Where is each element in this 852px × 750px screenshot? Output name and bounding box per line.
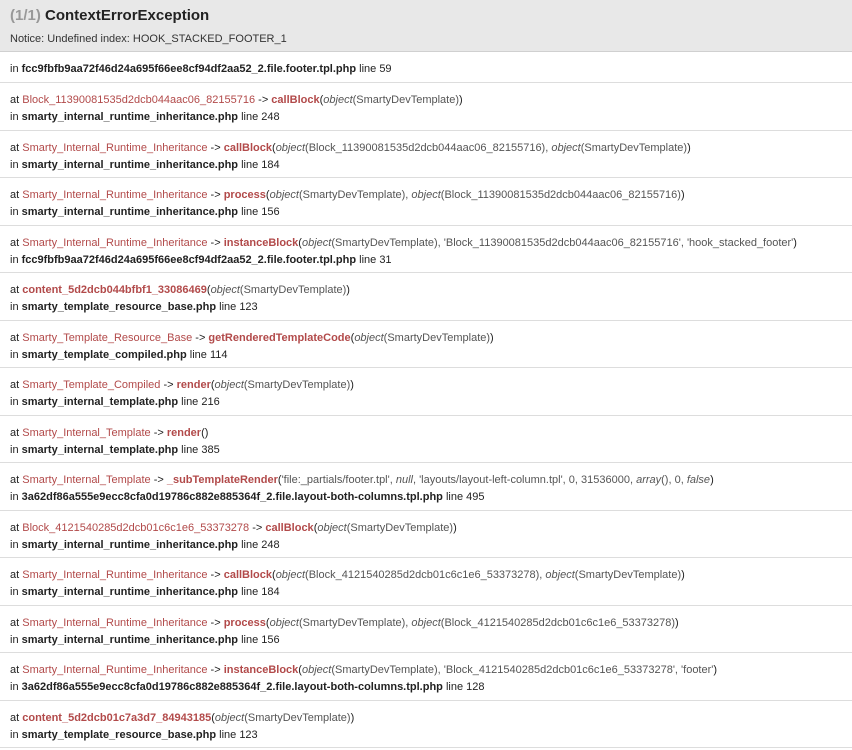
close-paren: ) [204, 426, 209, 439]
trace-line-number: 114 [209, 348, 228, 361]
at-label: at [10, 284, 23, 296]
trace-frame [0, 463, 852, 511]
trace-file: smarty_internal_runtime_inheritance.php [21, 633, 239, 646]
trace-line-number: 123 [239, 301, 258, 313]
trace-function: _subTemplateRender [166, 474, 278, 486]
trace-class: Smarty_Internal_Runtime_Inheritance [22, 141, 208, 154]
line-label: line [238, 158, 262, 171]
in-label: in [10, 681, 22, 693]
trace-line-number: 184 [261, 158, 280, 171]
trace-frame [0, 83, 852, 131]
argument-keyword: object [275, 141, 306, 154]
line-label: line [216, 301, 240, 313]
trace-class: Smarty_Internal_Runtime_Inheritance [22, 236, 208, 249]
trace-location [10, 632, 842, 649]
in-label: in [10, 633, 22, 646]
argument-keyword: false [686, 474, 711, 486]
trace-arguments [211, 284, 347, 296]
argument-value: (Block_11390081535d2dcb044aac06_82155716), [305, 141, 552, 154]
at-label: at [10, 711, 23, 724]
close-paren: ) [346, 284, 350, 296]
argument-keyword: object [317, 521, 347, 534]
trace-class: Smarty_Template_Compiled [22, 379, 161, 391]
trace-call [10, 140, 842, 157]
trace-arrow: -> [249, 521, 266, 534]
trace-line-number: 156 [261, 633, 280, 646]
trace-file: 3a62df86a555e9ecc8cfa0d19786c882e885364f_2.file.layout-both-columns.tpl.php [21, 491, 443, 503]
line-label: line [359, 63, 377, 75]
trace-arrow: -> [207, 236, 224, 249]
trace-function: process [223, 616, 266, 629]
trace-file: smarty_internal_runtime_inheritance.php [21, 206, 239, 218]
trace-file: smarty_internal_template.php [21, 396, 179, 408]
in-label: in [10, 538, 22, 551]
line-label: line [178, 396, 202, 408]
line-label: line [442, 491, 467, 503]
trace-call [10, 235, 842, 252]
open-paren: ( [210, 379, 215, 391]
trace-arrow: -> [207, 141, 224, 154]
at-label: at [10, 236, 23, 249]
at-label: at [10, 94, 23, 106]
trace-file: smarty_internal_runtime_inheritance.php [21, 538, 239, 551]
argument-keyword: array [636, 474, 662, 486]
argument-value: (SmartyDevTemplate), 'Block_11390081535d2dcb044aac06_82155716', 'hook_stacked_footer' [331, 236, 794, 249]
trace-call [10, 472, 842, 489]
trace-location [10, 347, 842, 364]
argument-keyword: object [354, 331, 384, 344]
trace-call [10, 377, 842, 394]
close-paren: ) [687, 141, 691, 154]
trace-frame [0, 558, 852, 606]
trace-location [10, 584, 842, 601]
close-paren: ) [350, 711, 355, 724]
in-label: in [10, 491, 22, 503]
trace-line-number: 495 [466, 491, 485, 503]
trace-arguments [276, 569, 681, 581]
at-label: at [10, 189, 23, 201]
trace-call [10, 710, 842, 727]
trace-arrow: -> [160, 379, 177, 391]
trace-arguments [276, 142, 687, 154]
trace-frame [0, 416, 852, 464]
argument-value: (SmartyDevTemplate) [383, 331, 491, 344]
trace-function: instanceBlock [223, 664, 299, 676]
argument-keyword: object [301, 236, 332, 249]
close-paren: ) [793, 236, 797, 249]
argument-value: (SmartyDevTemplate), 'Block_4121540285d2dcb01c6c1e6_53373278', 'footer' [331, 664, 714, 676]
argument-keyword: object [269, 616, 299, 629]
argument-keyword: object [210, 284, 240, 296]
at-label: at [10, 521, 23, 534]
line-label: line [216, 728, 240, 741]
argument-value: (SmartyDevTemplate) [239, 284, 347, 296]
line-label: line [186, 348, 210, 361]
open-paren: ( [277, 474, 282, 486]
trace-arguments [270, 617, 675, 629]
trace-frame [0, 511, 852, 559]
stack-trace [0, 52, 852, 748]
trace-class: Smarty_Internal_Runtime_Inheritance [22, 569, 208, 581]
argument-value: (SmartyDevTemplate), [298, 189, 412, 201]
in-label: in [10, 206, 22, 218]
close-paren: ) [675, 616, 679, 629]
in-label: in [10, 586, 22, 598]
open-paren: ( [319, 94, 324, 106]
trace-origin-location [10, 61, 842, 78]
trace-line-number: 156 [261, 206, 280, 218]
trace-arguments [302, 237, 793, 249]
trace-line-number: 123 [239, 728, 258, 741]
argument-keyword: object [545, 569, 575, 581]
trace-location [10, 252, 842, 269]
trace-call [10, 615, 842, 632]
argument-value: (SmartyDevTemplate), [298, 616, 412, 629]
argument-value: (Block_4121540285d2dcb01c6c1e6_53373278), [305, 569, 546, 581]
trace-arguments [215, 379, 351, 391]
trace-line-number: 385 [201, 443, 220, 456]
at-label: at [10, 664, 23, 676]
trace-function: render [176, 379, 211, 391]
in-label: in [10, 253, 22, 266]
open-paren: ( [201, 426, 205, 439]
argument-value: 'file:_partials/footer.tpl', [281, 474, 396, 486]
trace-line-number: 184 [261, 586, 280, 598]
trace-function: callBlock [223, 569, 273, 581]
argument-value: (SmartyDevTemplate) [580, 141, 688, 154]
trace-function: render [166, 426, 202, 439]
at-label: at [10, 141, 23, 154]
at-label: at [10, 426, 23, 439]
trace-call [10, 425, 842, 442]
trace-arguments [282, 474, 710, 486]
in-label: in [10, 348, 22, 361]
in-label: in [10, 443, 22, 456]
trace-arrow: -> [207, 189, 224, 201]
trace-file: smarty_template_resource_base.php [21, 301, 217, 313]
argument-keyword: object [269, 189, 299, 201]
trace-location [10, 394, 842, 411]
trace-call [10, 330, 842, 347]
trace-function: instanceBlock [223, 236, 299, 249]
trace-file: smarty_internal_runtime_inheritance.php [21, 158, 239, 171]
argument-value: (SmartyDevTemplate) [574, 569, 682, 581]
trace-class: Smarty_Internal_Runtime_Inheritance [22, 616, 208, 629]
trace-arguments [354, 332, 490, 344]
trace-line-number: 59 [379, 63, 392, 75]
close-paren: ) [680, 189, 685, 201]
trace-origin [0, 52, 852, 83]
at-label: at [10, 569, 23, 581]
argument-keyword: object [551, 141, 581, 154]
argument-keyword: object [411, 616, 441, 629]
argument-value: (), 0, [661, 474, 687, 486]
trace-line-number: 128 [466, 681, 485, 693]
trace-function: content_5d2dcb044bfbf1_33086469 [22, 284, 207, 296]
trace-arrow: -> [207, 664, 224, 676]
exception-message: Notice: Undefined index: HOOK_STACKED_FOOTER_1 [10, 33, 287, 45]
close-paren: ) [710, 474, 714, 486]
line-label: line [442, 681, 467, 693]
at-label: at [10, 616, 23, 629]
trace-arguments [215, 712, 351, 724]
in-label: in [10, 111, 22, 123]
line-label: line [238, 206, 262, 218]
in-label: in [10, 396, 22, 408]
trace-location [10, 157, 842, 174]
close-paren: ) [453, 521, 457, 534]
trace-location [10, 679, 842, 696]
trace-file: fcc9fbfb9aa72f46d24a695f66ee8cf94df2aa52_2.file.footer.tpl.php [21, 63, 357, 75]
open-paren: ( [350, 331, 355, 344]
line-label: line [178, 443, 202, 456]
trace-file: fcc9fbfb9aa72f46d24a695f66ee8cf94df2aa52_2.file.footer.tpl.php [21, 253, 357, 266]
trace-frame [0, 273, 852, 321]
trace-line-number: 248 [261, 111, 280, 123]
trace-file: smarty_internal_runtime_inheritance.php [21, 586, 239, 598]
trace-frame [0, 653, 852, 701]
argument-keyword: null [395, 474, 413, 486]
open-paren: ( [211, 711, 215, 724]
trace-call [10, 187, 842, 204]
open-paren: ( [265, 616, 270, 629]
trace-line-number: 216 [201, 396, 220, 408]
argument-value: (Block_4121540285d2dcb01c6c1e6_53373278) [440, 616, 676, 629]
trace-location [10, 727, 842, 744]
line-label: line [238, 633, 262, 646]
line-label: line [238, 586, 262, 598]
trace-frame [0, 606, 852, 654]
trace-arrow: -> [207, 616, 224, 629]
trace-class: Block_4121540285d2dcb01c6c1e6_53373278 [22, 521, 250, 534]
trace-frame [0, 368, 852, 416]
at-label: at [10, 379, 23, 391]
close-paren: ) [681, 569, 685, 581]
trace-file: smarty_template_compiled.php [21, 348, 187, 361]
trace-class: Smarty_Internal_Runtime_Inheritance [22, 189, 208, 201]
at-label: at [10, 331, 23, 344]
close-paren: ) [490, 331, 494, 344]
trace-call [10, 92, 842, 109]
trace-line-number: 248 [261, 538, 280, 551]
trace-frame [0, 321, 852, 369]
trace-class: Smarty_Internal_Template [22, 474, 151, 486]
open-paren: ( [298, 236, 302, 249]
argument-keyword: object [301, 664, 332, 676]
trace-class: Block_11390081535d2dcb044aac06_82155716 [22, 94, 256, 106]
trace-call [10, 567, 842, 584]
trace-frame [0, 178, 852, 226]
trace-frame [0, 701, 852, 749]
trace-frame [0, 226, 852, 274]
open-paren: ( [313, 521, 318, 534]
trace-function: process [223, 189, 266, 201]
trace-arguments [302, 664, 713, 676]
trace-class: Smarty_Internal_Template [22, 426, 151, 439]
trace-location [10, 204, 842, 221]
close-paren: ) [459, 94, 463, 106]
exception-header [0, 0, 852, 52]
open-paren: ( [272, 141, 276, 154]
in-label: in [10, 158, 22, 171]
trace-function: callBlock [265, 521, 314, 534]
argument-keyword: object [323, 94, 353, 106]
trace-call [10, 282, 842, 299]
line-label: line [356, 253, 380, 266]
trace-arguments [270, 189, 681, 201]
trace-class: Smarty_Internal_Runtime_Inheritance [22, 664, 208, 676]
trace-location [10, 109, 842, 126]
trace-location [10, 299, 842, 316]
argument-keyword: object [214, 711, 245, 724]
trace-function: content_5d2dcb01c7a3d7_84943185 [22, 711, 212, 724]
open-paren: ( [265, 189, 270, 201]
argument-keyword: object [275, 569, 306, 581]
trace-arguments [323, 94, 459, 106]
trace-location [10, 442, 842, 459]
trace-arrow: -> [255, 94, 272, 106]
at-label: at [10, 474, 23, 486]
in-label: in [10, 728, 22, 741]
trace-function: getRenderedTemplateCode [208, 331, 351, 344]
trace-frame [0, 131, 852, 179]
trace-function: callBlock [271, 94, 320, 106]
exception-class: ContextErrorException [45, 7, 210, 24]
trace-arrow: -> [150, 426, 167, 439]
trace-arrow: -> [207, 569, 224, 581]
trace-line-number: 31 [379, 253, 392, 266]
open-paren: ( [206, 284, 211, 296]
argument-value: (Block_11390081535d2dcb044aac06_82155716) [440, 189, 681, 201]
in-label: in [10, 63, 19, 75]
close-paren: ) [713, 664, 718, 676]
argument-value: (SmartyDevTemplate) [346, 521, 454, 534]
trace-function: callBlock [223, 141, 273, 154]
trace-class: Smarty_Template_Resource_Base [22, 331, 193, 344]
trace-file: smarty_internal_runtime_inheritance.php [21, 111, 239, 123]
exception-counter: (1/1) [10, 7, 41, 24]
exception-title [10, 5, 842, 26]
line-label: line [238, 538, 262, 551]
trace-arrow: -> [150, 474, 167, 486]
open-paren: ( [298, 664, 302, 676]
trace-location [10, 537, 842, 554]
argument-keyword: object [411, 189, 441, 201]
trace-call [10, 520, 842, 537]
trace-location [10, 489, 842, 506]
trace-file: 3a62df86a555e9ecc8cfa0d19786c882e885364f_2.file.layout-both-columns.tpl.php [21, 681, 443, 693]
argument-value: , 'layouts/layout-left-column.tpl', 0, 31536000, [412, 474, 637, 486]
argument-value: (SmartyDevTemplate) [352, 94, 459, 106]
trace-file: smarty_internal_template.php [21, 443, 179, 456]
trace-arguments [317, 522, 453, 534]
line-label: line [238, 111, 262, 123]
argument-keyword: object [214, 379, 244, 391]
argument-value: (SmartyDevTemplate) [244, 711, 351, 724]
open-paren: ( [272, 569, 276, 581]
close-paren: ) [350, 379, 354, 391]
trace-file: smarty_template_resource_base.php [21, 728, 217, 741]
in-label: in [10, 301, 22, 313]
argument-value: (SmartyDevTemplate) [243, 379, 351, 391]
trace-arrow: -> [192, 331, 209, 344]
trace-call [10, 662, 842, 679]
